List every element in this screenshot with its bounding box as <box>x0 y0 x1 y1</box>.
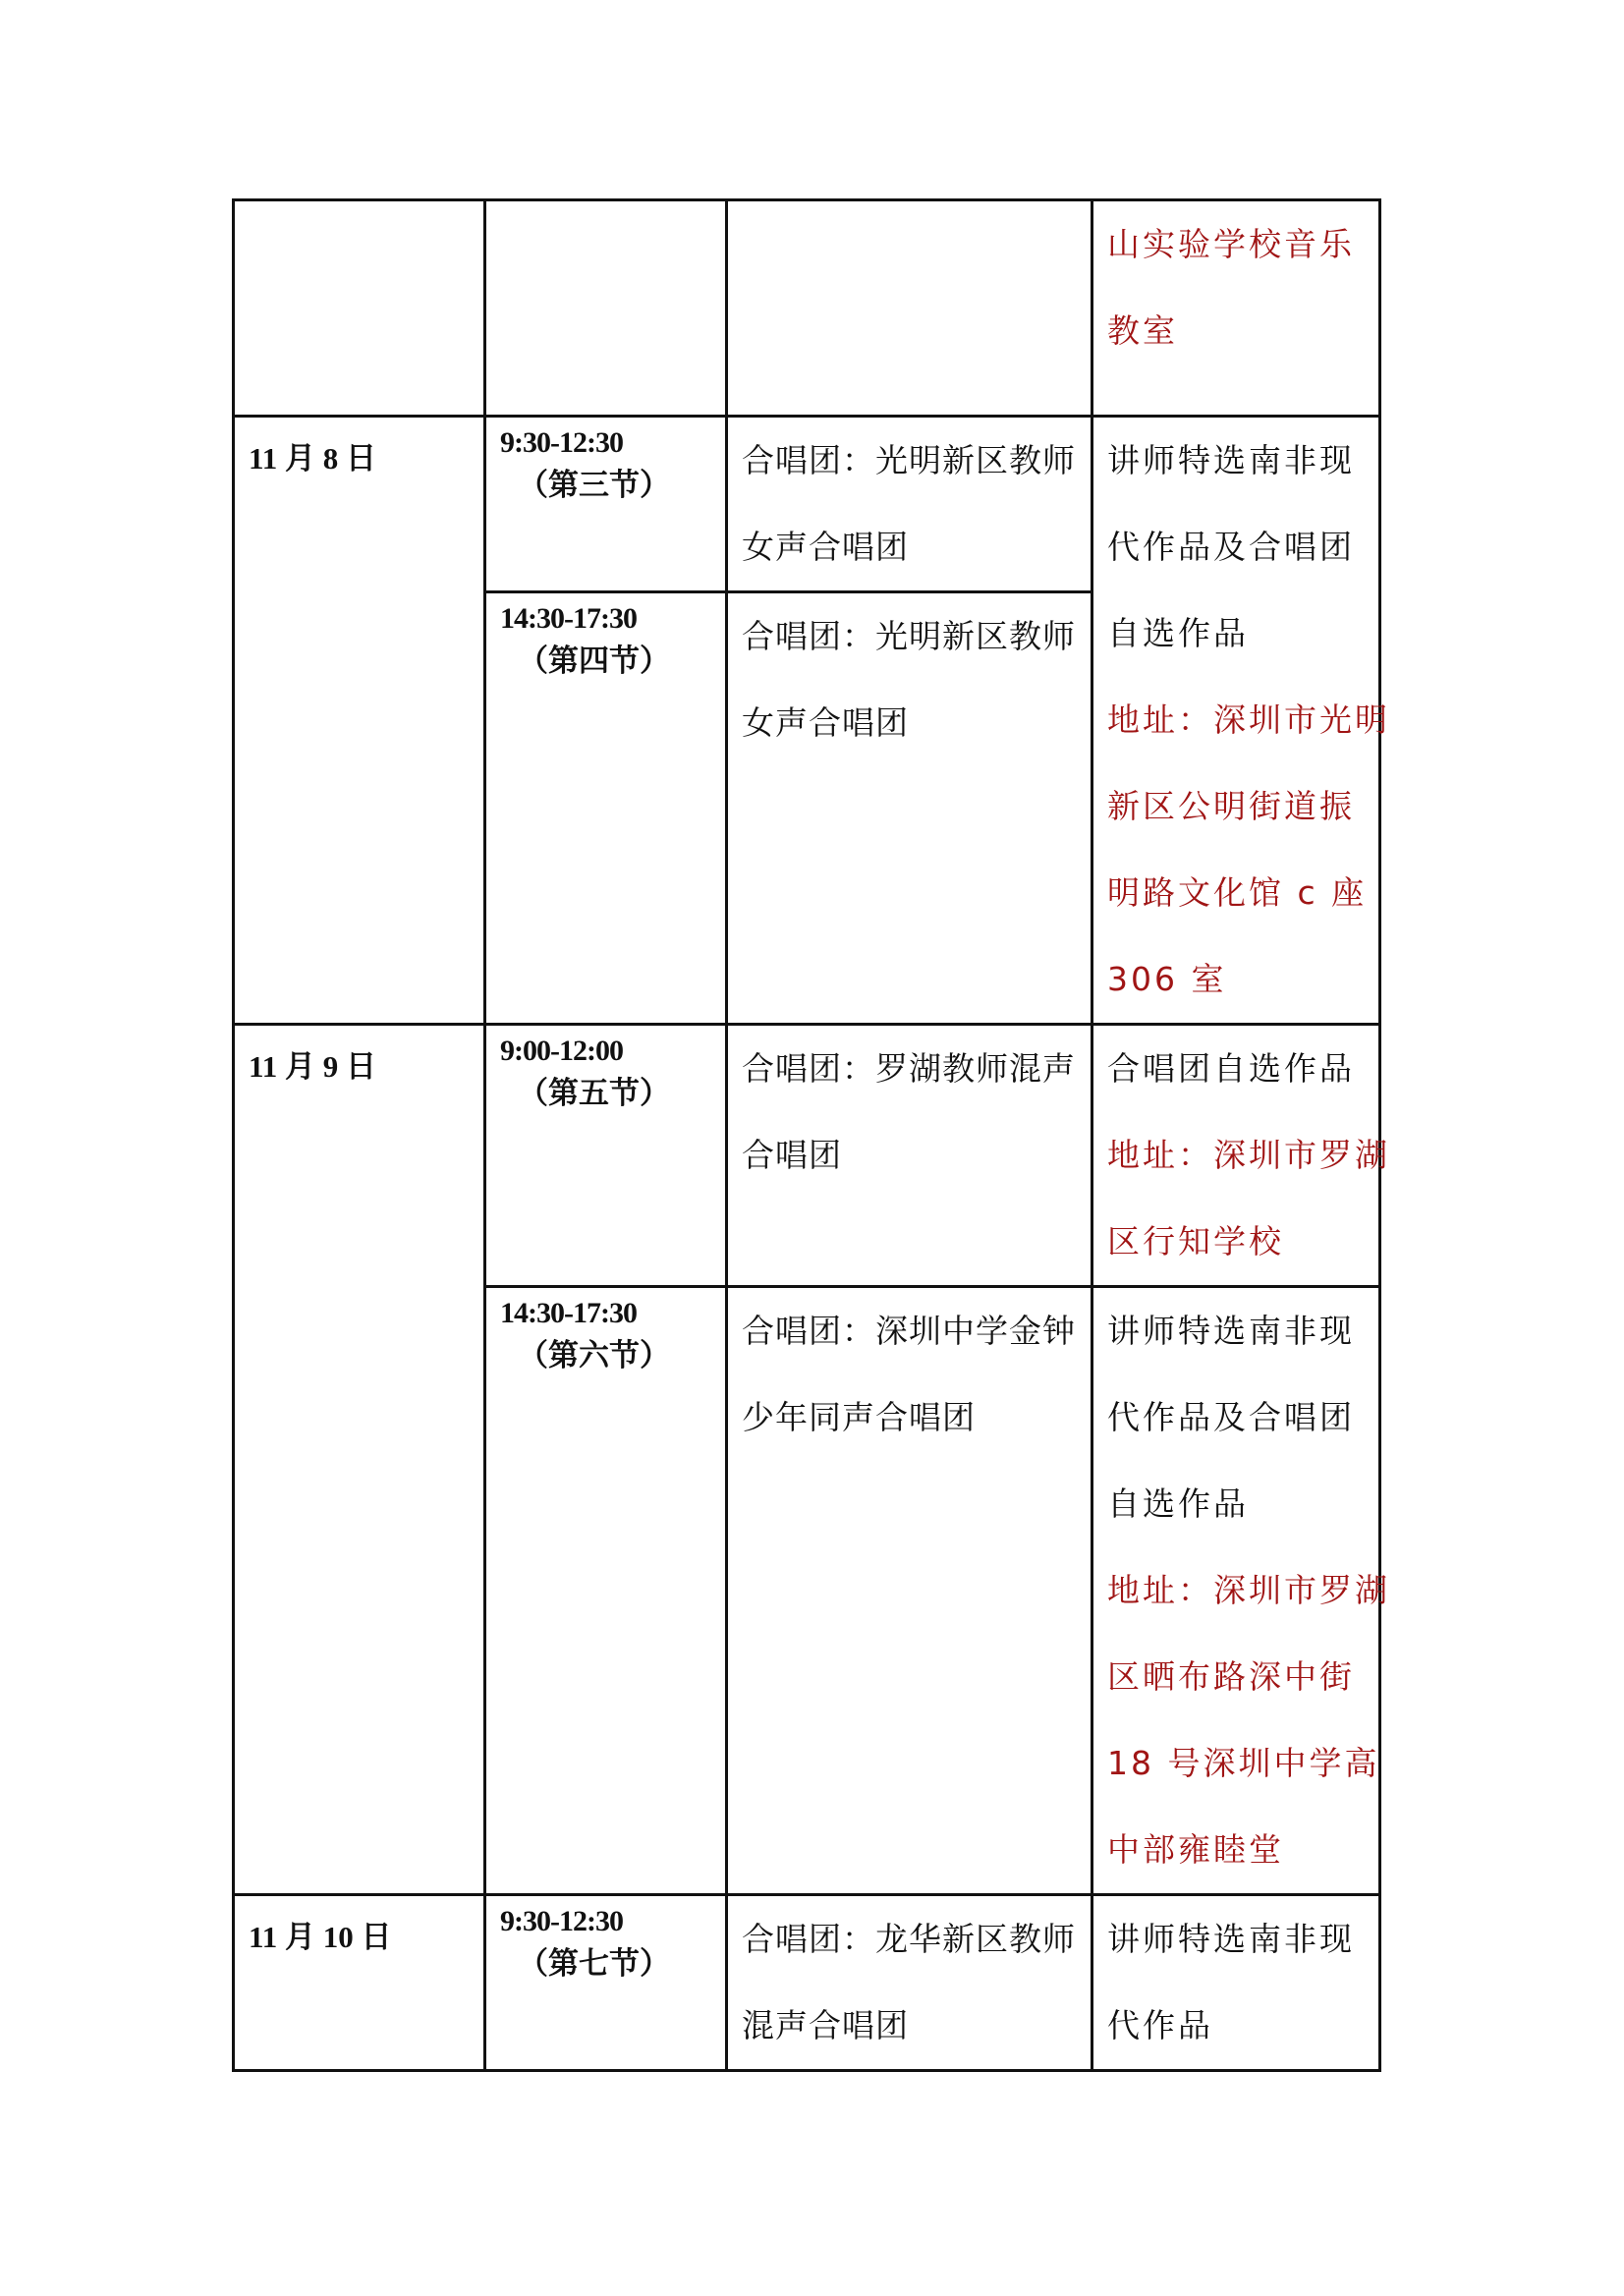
session-label: （第三节） <box>518 468 670 502</box>
time-cell <box>485 592 727 1025</box>
note-cell <box>1092 1895 1380 2071</box>
note-line: 合唱团自选作品 <box>1107 1049 1355 1088</box>
time-cell <box>485 417 727 592</box>
note-line: 自选作品 <box>1107 1484 1249 1523</box>
group-cell <box>727 1895 1092 2071</box>
date-cell <box>234 1895 485 2071</box>
address-line: 区晒布路深中街 <box>1107 1657 1355 1696</box>
schedule-table <box>232 198 1390 2072</box>
date-label: 11 月 10 日 <box>249 1920 392 1954</box>
time-range: 14:30-17:30 <box>500 1297 637 1329</box>
address-line: 教室 <box>1107 311 1178 350</box>
group-line: 混声合唱团 <box>742 2006 909 2044</box>
address-line: 山实验学校音乐 <box>1107 225 1355 263</box>
group-line: 少年同声合唱团 <box>742 1398 976 1436</box>
group-cell <box>727 1025 1092 1287</box>
address-line: 地址：深圳市光明 <box>1107 700 1390 739</box>
session-label: （第五节） <box>518 1076 670 1110</box>
note-line: 讲师特选南非现 <box>1107 1312 1355 1350</box>
note-line: 代作品 <box>1107 2006 1213 2044</box>
nov8-slot1-row <box>234 417 1380 592</box>
time-cell <box>485 1287 727 1895</box>
group-line: 合唱团：深圳中学金钟 <box>742 1312 1076 1350</box>
address-line: 区行知学校 <box>1107 1222 1284 1260</box>
time-cell <box>485 1895 727 2071</box>
note-line: 代作品及合唱团 <box>1107 528 1355 566</box>
date-label: 11 月 8 日 <box>249 441 377 476</box>
group-line: 合唱团：罗湖教师混声 <box>742 1049 1076 1088</box>
time-range: 9:00-12:00 <box>500 1035 623 1067</box>
group-cell-empty <box>727 200 1092 417</box>
note-line: 代作品及合唱团 <box>1107 1398 1355 1436</box>
group-line: 女声合唱团 <box>742 703 909 742</box>
address-line: 中部雍睦堂 <box>1107 1830 1284 1869</box>
time-range: 9:30-12:30 <box>500 426 623 459</box>
group-line: 女声合唱团 <box>742 528 909 566</box>
address-line: 306 室 <box>1107 960 1227 998</box>
group-cell <box>727 417 1092 592</box>
note-cell <box>1092 1025 1390 1287</box>
note-cell <box>1092 417 1390 1025</box>
note-line: 讲师特选南非现 <box>1107 1920 1355 1958</box>
date-cell <box>234 1025 485 1895</box>
nov10-slot1-row <box>234 1895 1380 2071</box>
group-line: 合唱团：光明新区教师 <box>742 441 1076 479</box>
address-line: 明路文化馆 c 座 <box>1107 873 1368 912</box>
note-cell <box>1092 200 1380 417</box>
note-line: 自选作品 <box>1107 614 1249 652</box>
date-cell <box>234 417 485 1025</box>
session-label: （第七节） <box>518 1946 670 1981</box>
group-line: 合唱团：龙华新区教师 <box>742 1920 1076 1958</box>
note-line: 讲师特选南非现 <box>1107 441 1355 479</box>
time-range: 14:30-17:30 <box>500 602 637 635</box>
time-cell-empty <box>485 200 727 417</box>
address-line: 18 号深圳中学高 <box>1107 1744 1380 1782</box>
address-line: 新区公明街道振 <box>1107 787 1355 825</box>
note-cell <box>1092 1287 1390 1895</box>
date-cell-empty <box>234 200 485 417</box>
time-range: 9:30-12:30 <box>500 1905 623 1937</box>
session-label: （第四节） <box>518 644 670 678</box>
address-line: 地址：深圳市罗湖 <box>1107 1136 1390 1174</box>
continuation-row <box>234 200 1380 417</box>
session-label: （第六节） <box>518 1338 670 1372</box>
group-line: 合唱团 <box>742 1136 842 1174</box>
date-label: 11 月 9 日 <box>249 1049 377 1084</box>
group-line: 合唱团：光明新区教师 <box>742 617 1076 655</box>
time-cell <box>485 1025 727 1287</box>
nov9-slot1-row <box>234 1025 1380 1287</box>
group-cell <box>727 592 1092 1025</box>
group-cell <box>727 1287 1092 1895</box>
address-line: 地址：深圳市罗湖 <box>1107 1571 1390 1609</box>
